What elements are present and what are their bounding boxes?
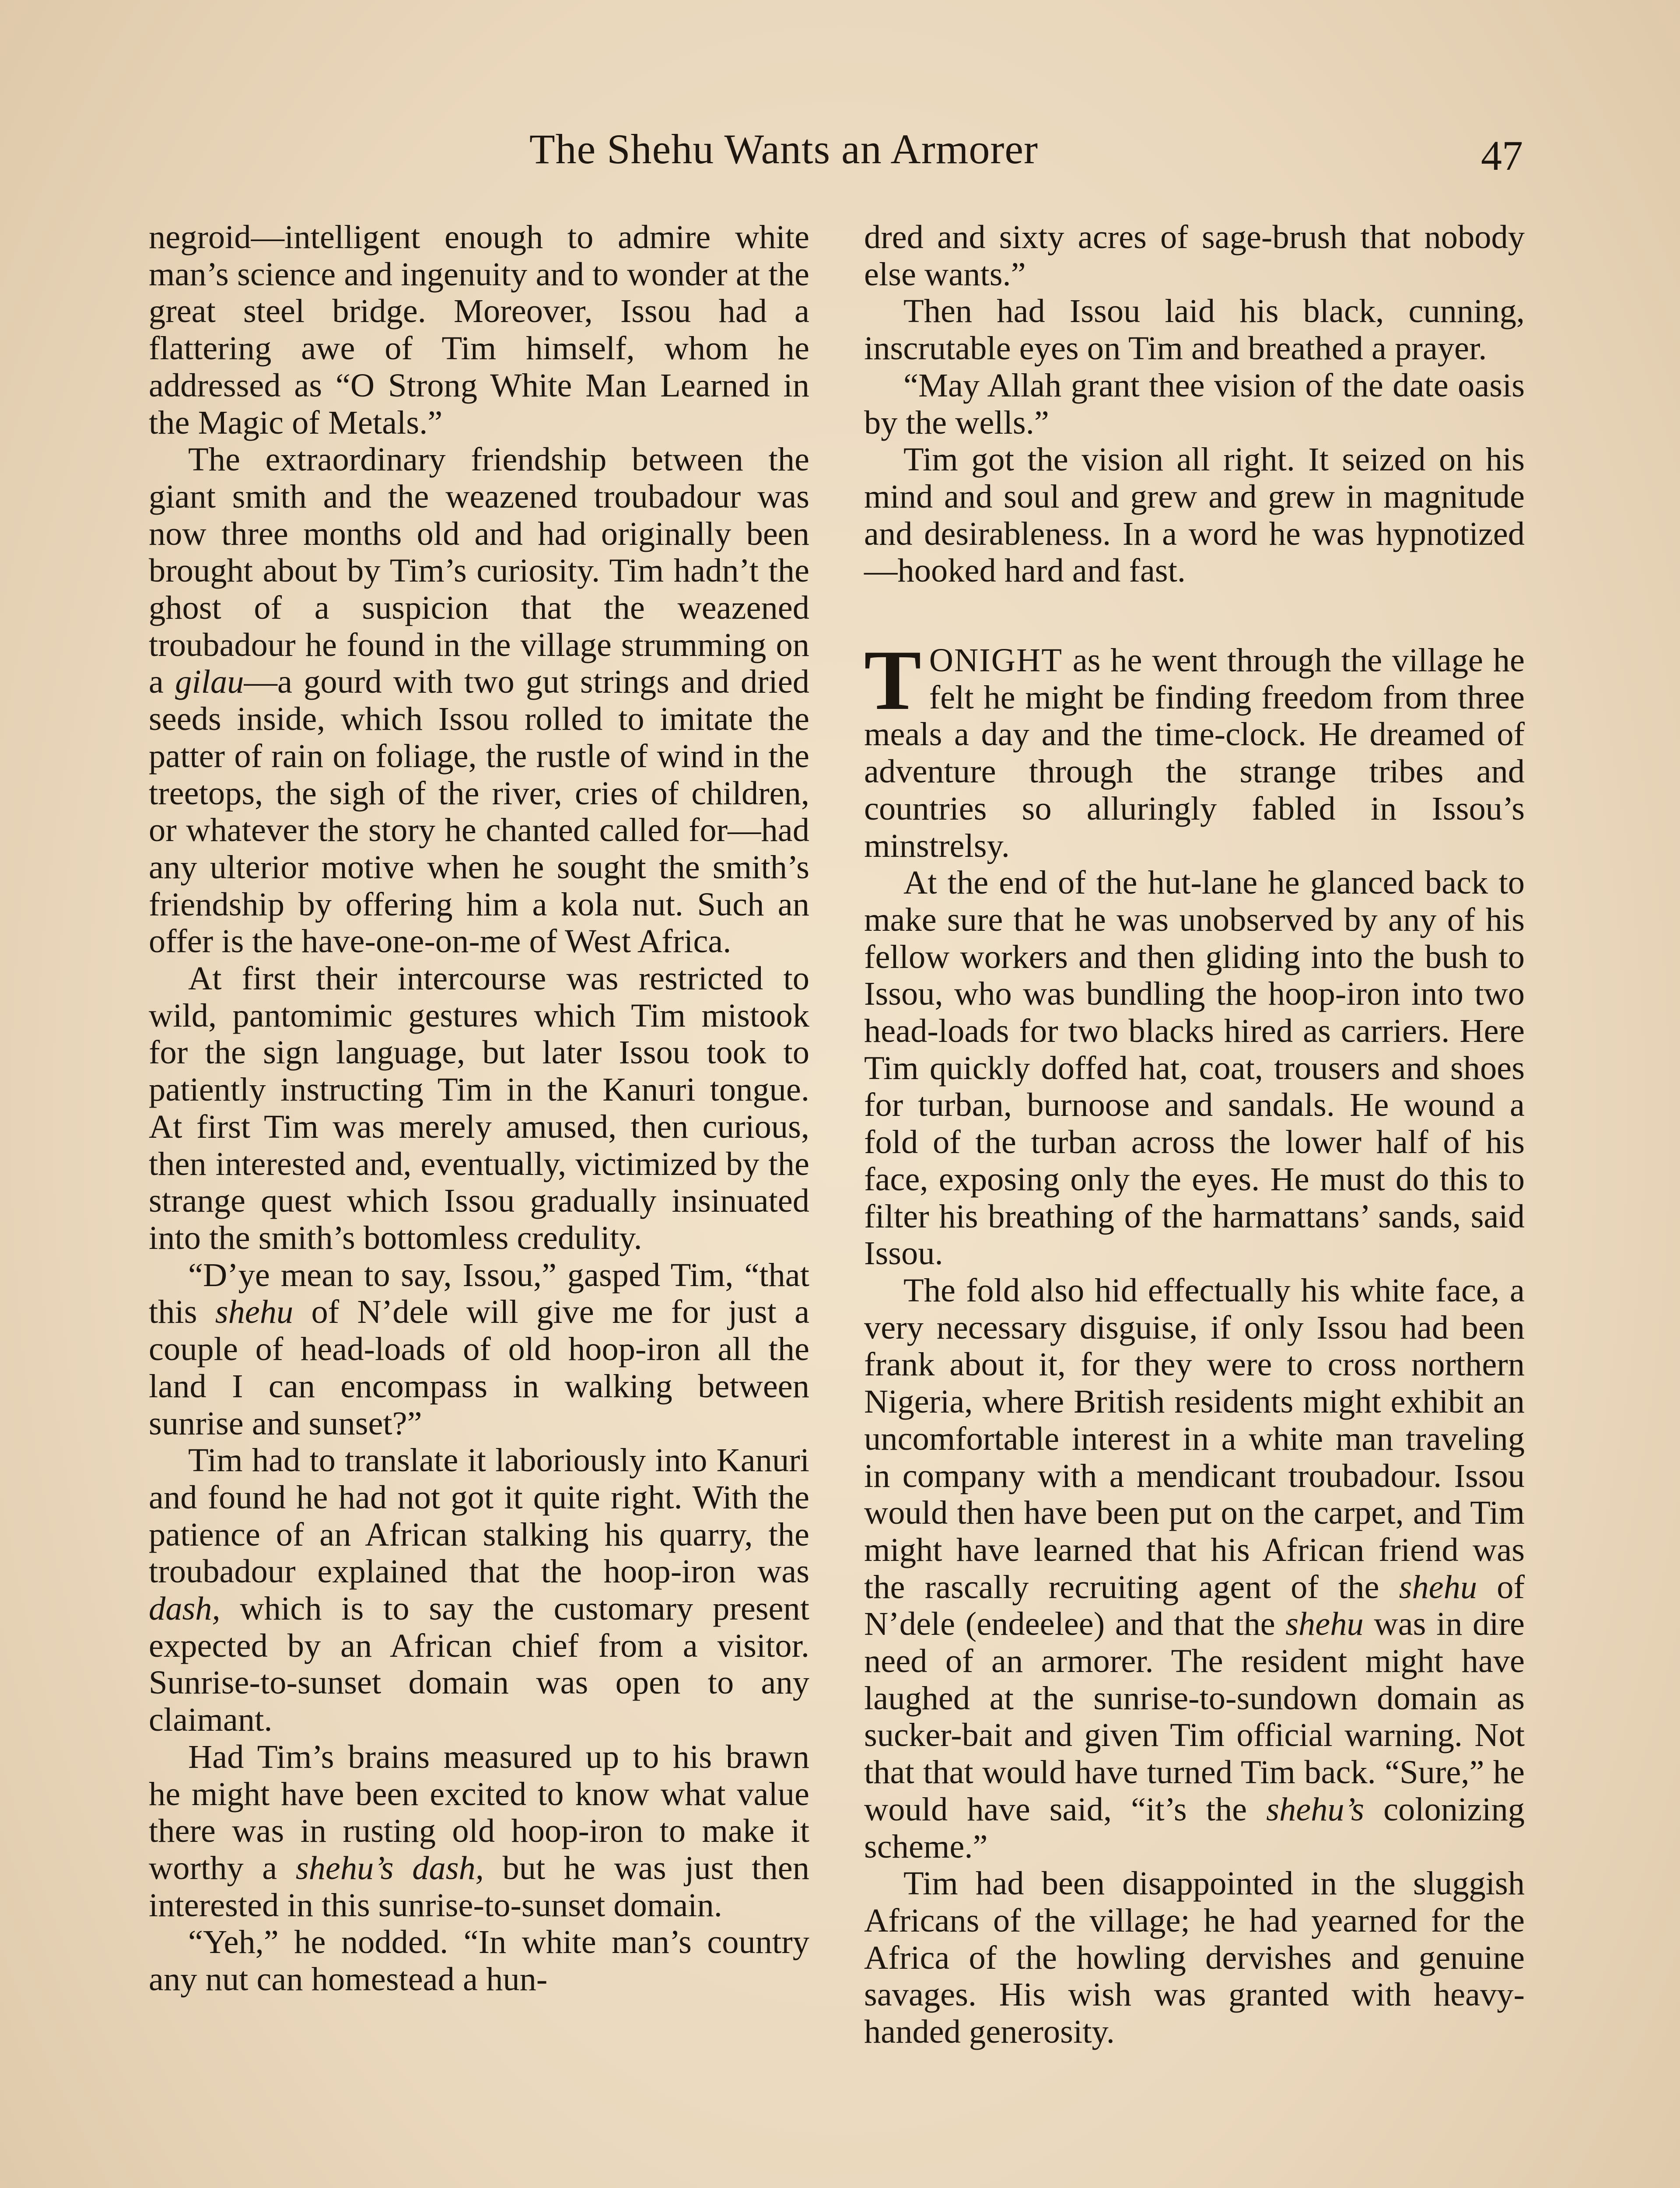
paragraph: At first their intercourse was restricted to wild, pantomimic gestures which Tim mistook for the sign language, but later Issou took to patiently instructing Tim in the Kanuri tongue. At first Tim was merely amused, then curious, then interested and, eventually, victimized by the strange quest which Issou gradually insinuated into the smith’s bottomless credulity. [149,960,809,1256]
paragraph: The fold also hid effectually his white face, a very necessary disguise, if only Issou had been frank about it, for they were to cross northern Nigeria, where British residents might exhibit an uncomfortable interest in a white man traveling in company with a mendicant troubadour. Issou would then have been put on the carpet, and Tim might have learned that his African friend was the rascally recruiting agent of the shehu of N’dele (endeelee) and that the shehu was in dire need of an armorer. The resident might have laughed at the sunrise-to-sundown domain as sucker-bait and given Tim official warning. Not that that would have turned Tim back. “Sure,” he would have said, “it’s the shehu’s colonizing scheme.” [864,1271,1525,1865]
paragraph: “Yeh,” he nodded. “In white man’s country any nut can homestead a hun- [149,1923,809,1998]
paragraph: dred and sixty acres of sage-brush that nobody else wants.” [864,218,1525,293]
paragraph: At the end of the hut-lane he glanced back to make sure that he was unobserved by any of his fellow workers and then gliding into the bush to Issou, who was bundling the hoop-iron into two head-loads for two blacks hired as carriers. Here Tim quickly doffed hat, coat, trousers and shoes for turban, burnoose and sandals. He wound a fold of the turban across the lower half of his face, exposing only the eyes. He must do this to filter his breathing of the harmattans’ sands, said Issou. [864,864,1525,1272]
paragraph: Then had Issou laid his black, cunning, inscrutable eyes on Tim and breathed a prayer. [864,292,1525,367]
paragraph: negroid—intelligent enough to admire white man’s science and ingenuity and to wonder at the great steel bridge. Moreover, Issou had a flattering awe of Tim himself, whom he addressed as “O Strong White Man Learned in the Magic of Metals.” [149,218,809,441]
running-title: The Shehu Wants an Armorer [529,126,1038,172]
section-opening-paragraph: TONIGHT as he went through the village he felt he might be finding freedom from three meals a day and the time-clock. He dreamed of adventure through the strange tribes and countries so alluringly fabled in Issou’s minstrelsy. [864,633,1525,864]
right-column [864,219,1525,2051]
paragraph: Tim had been disappointed in the sluggish Africans of the village; he had yearned for the Africa of the howling dervishes and genuine savages. His wish was granted with heavy-handed generosity. [864,1865,1525,2051]
paragraph: Tim got the vision all right. It seized on his mind and soul and grew and grew in magnitude and desirableness. In a word he was hypnotized—hooked hard and fast. [864,441,1525,589]
page-number: 47 [1481,132,1523,179]
paragraph: The extraordinary friendship between the giant smith and the weazened troubadour was now three months old and had originally been brought about by Tim’s curiosity. Tim hadn’t the ghost of a suspicion that the weazened troubadour he found in the village strumming on a gilau—a gourd with two gut strings and dried seeds inside, which Issou rolled to imitate the patter of rain on foliage, the rustle of wind in the treetops, the sigh of the river, cries of children, or whatever the story he chanted called for—had any ulterior motive when he sought the smith’s friendship by offering him a kola nut. Such an offer is the have-one-on-me of West Africa. [149,441,810,960]
paragraph: Tim had to translate it laboriously into Kanuri and found he had not got it quite right. With the patience of an African stalking his quarry, the troubadour explained that the hoop-iron was dash, which is to say the customary present expected by an African chief from a visitor. Sunrise-to-sunset domain was open to any claimant. [149,1441,809,1739]
paragraph: “D’ye mean to say, Issou,” gasped Tim, “that this shehu of N’dele will give me for just a couple of head-loads of old hoop-iron all the land I can encompass in walking between sunrise and sunset?” [149,1256,810,1442]
drop-cap: T [864,633,921,728]
paragraph: Had Tim’s brains measured up to his brawn he might have been excited to know what value there was in rusting old hoop-iron to make it worthy a shehu’s dash, but he was just then interested in this sunrise-to-sunset domain. [149,1738,809,1924]
paragraph: “May Allah grant thee vision of the date oasis by the wells.” [864,366,1525,441]
left-column [149,219,809,1998]
